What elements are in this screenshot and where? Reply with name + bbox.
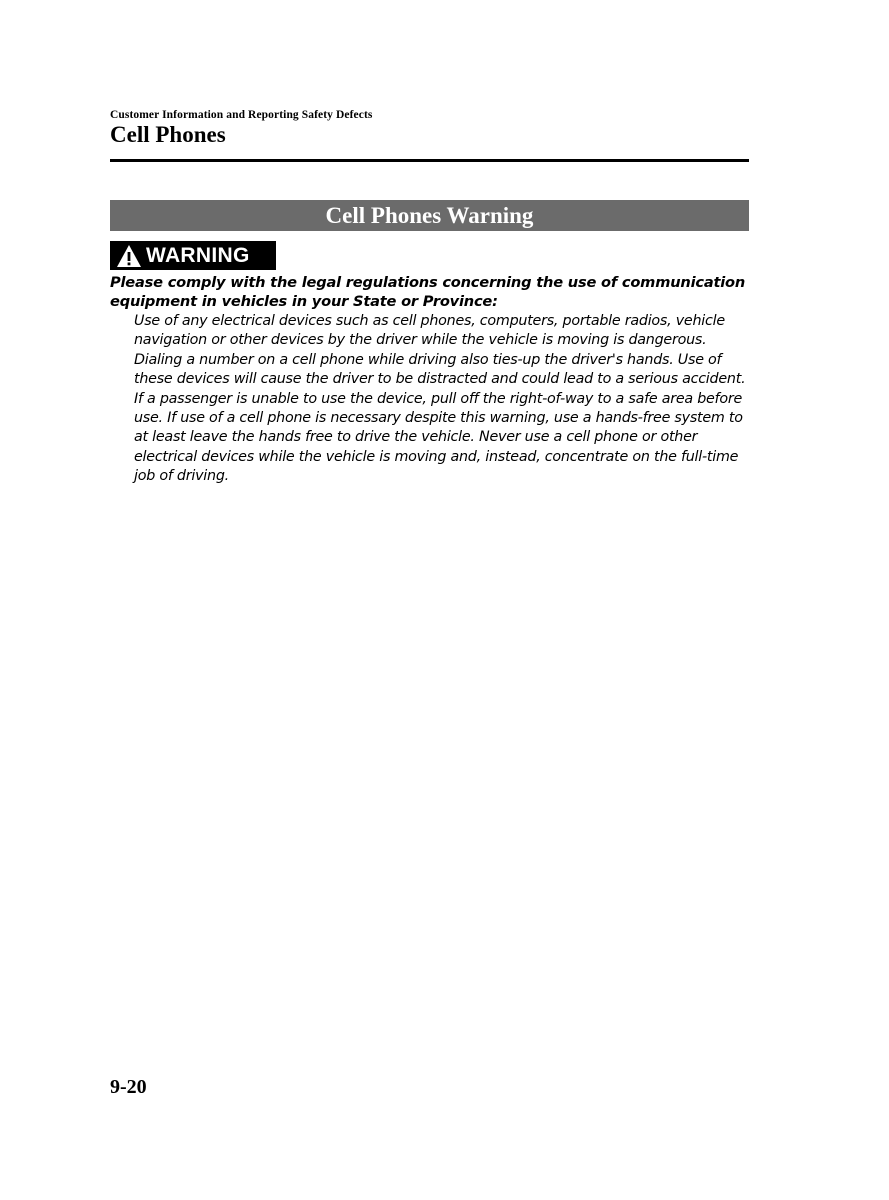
warning-triangle-icon [116, 244, 142, 268]
title-divider [110, 159, 749, 162]
warning-body-text: Use of any electrical devices such as cell phones, computers, portable radios, vehicle navigation or other devices by the driver while the vehicle is moving is dangerous. Dialing a number on a cell phone while driving also ties-up the driver's hands. Use of these devices will cause the driver to be distracted and could lead to a serious accident. If a passenger is unable to use the device, pull off the right-of-way to a safe area before use. If use of a cell phone is necessary despite this warning, use a hands-free system to at least leave the hands free to drive the vehicle. Never use a cell phone or other electrical devices while the vehicle is moving and, instead, concentrate on the full-time job of driving. [134, 313, 746, 485]
warning-lead-text: Please comply with the legal regulations concerning the use of communication equipment in vehicles in your State or Province: [110, 274, 746, 311]
warning-label: WARNING [146, 243, 250, 267]
warning-badge [110, 241, 276, 270]
page-title: Cell Phones [110, 122, 226, 147]
page-number: 9-20 [110, 1076, 147, 1098]
breadcrumb: Customer Information and Reporting Safety Defects [110, 109, 373, 121]
section-banner: Cell Phones Warning [110, 200, 749, 231]
